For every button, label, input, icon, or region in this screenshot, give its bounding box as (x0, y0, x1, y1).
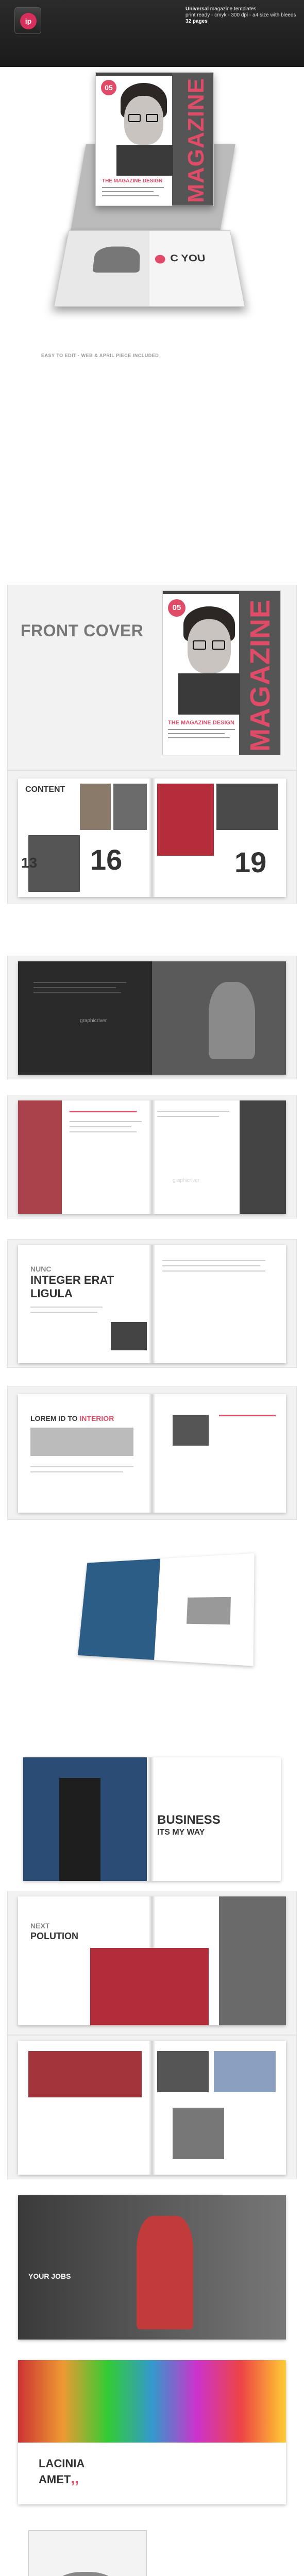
section-jobs-spread (7, 2190, 297, 2344)
dark-spread (18, 961, 286, 1075)
angled-spread (78, 1553, 255, 1666)
watermark: graphicriver (80, 1018, 107, 1024)
front-tagline: THE MAGAZINE DESIGN (168, 720, 234, 726)
amet-heading: AMET (39, 2473, 71, 2486)
hero-tagline: THE MAGAZINE DESIGN (102, 178, 163, 184)
interior-spread (18, 1394, 286, 1513)
header-description (185, 6, 299, 25)
content-title: CONTENT (25, 785, 65, 794)
section-polution-spread (7, 1891, 297, 2035)
integer-heading: INTEGER ERAT (30, 1274, 114, 1286)
front-cover-page (162, 590, 281, 755)
content-num-16: 16 (90, 843, 123, 876)
interior-heading-b: INTERIOR (79, 1414, 114, 1422)
hero-cta: C YOU (170, 252, 206, 264)
polution-spread (18, 1896, 286, 2025)
lacinia-heading: LACINIA (39, 2457, 85, 2470)
nunc-heading: NUNC (30, 1265, 52, 1273)
section-angled-spread (7, 1540, 297, 1705)
back-cover-page (28, 2530, 147, 2576)
front-cover-word: MAGAZINE (245, 599, 276, 752)
sports-spread (18, 2041, 286, 2175)
header-title-bold: Universal (185, 6, 209, 12)
polution-heading: POLUTION (30, 1931, 78, 1941)
header-specs: print ready - cmyk - 300 dpi - a4 size with bleeds (185, 12, 296, 18)
hero-back-magazine (54, 230, 245, 307)
hero-issue-number: 05 (101, 80, 116, 95)
section-integer-spread (7, 1239, 297, 1368)
section-business-spread (7, 1747, 297, 1891)
section-lacinia-spread (7, 2354, 297, 2509)
watermark: graphicriver (173, 1178, 200, 1183)
header-bar (0, 0, 304, 67)
header-title-rest: magazine templates (209, 6, 257, 12)
hero-showcase (0, 67, 304, 551)
integer-spread (18, 1245, 286, 1363)
ligula-heading: LIGULA (30, 1287, 73, 1300)
section-content (7, 770, 297, 904)
people-spread (18, 1100, 286, 1214)
jobs-spread (18, 2195, 286, 2340)
section-people-spread (7, 1095, 297, 1218)
content-spread (18, 778, 286, 897)
content-num-13: 13 (21, 855, 38, 871)
content-num-19: 19 (234, 846, 267, 878)
business-heading: BUSINESS (157, 1813, 221, 1827)
section-back-cover (7, 2524, 297, 2576)
brand-logo (14, 7, 41, 34)
its-my-way-heading: ITS MY WAY (157, 1828, 205, 1837)
header-pages: 32 pages (185, 19, 208, 24)
lacinia-spread: LACINIA AMET,, (18, 2360, 286, 2504)
business-spread (23, 1757, 281, 1881)
section-sports-spread (7, 2035, 297, 2179)
your-jobs-heading: YOUR JOBS (28, 2272, 71, 2280)
section-dark-spread (7, 956, 297, 1079)
hero-cover (95, 72, 214, 206)
section-front-cover (7, 585, 297, 770)
easy-edit-label: EASY TO EDIT - WEB & APRIL PIECE INCLUDED (41, 353, 159, 358)
front-cover-title: FRONT COVER (21, 621, 144, 640)
hero-cover-word: MAGAZINE (183, 78, 209, 203)
next-heading: NEXT (30, 1922, 50, 1930)
brand-logo-text: ip (20, 13, 37, 29)
interior-heading-a: LOREM ID TO (30, 1414, 78, 1422)
section-interior-spread (7, 1386, 297, 1520)
front-issue-number: 05 (168, 599, 185, 617)
